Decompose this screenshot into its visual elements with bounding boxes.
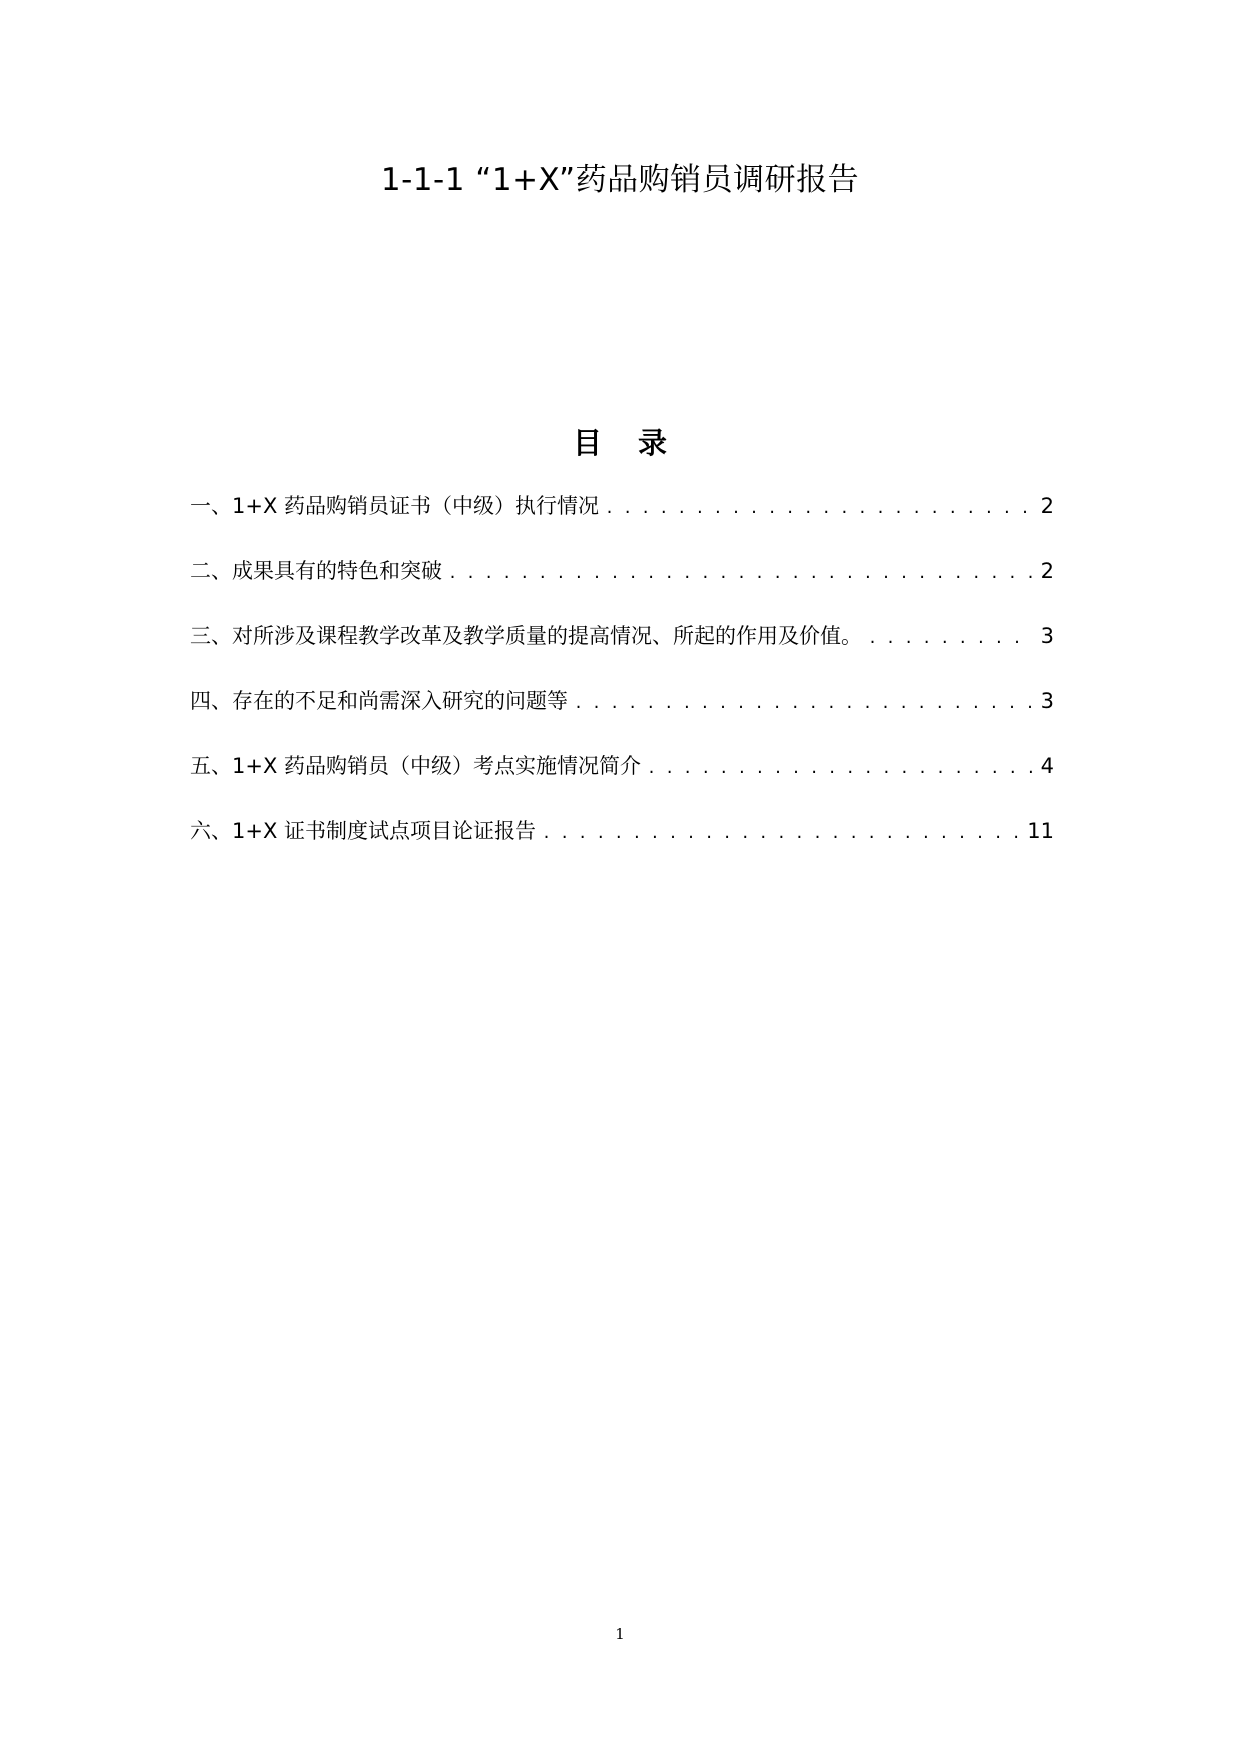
toc-entry-2[interactable] — [190, 553, 1054, 618]
toc-entry-4[interactable] — [190, 683, 1054, 748]
toc-entry-text: 二、成果具有的特色和突破 — [190, 559, 442, 583]
toc-entry-page: 4 — [1040, 754, 1054, 778]
page-number: 1 — [615, 1625, 625, 1643]
toc-heading: 目录 — [572, 426, 703, 460]
toc-dot-leader — [647, 750, 1034, 786]
toc-entry-text: 六、1+X 证书制度试点项目论证报告 — [190, 819, 537, 843]
toc-entry-page: 2 — [1040, 494, 1054, 518]
table-of-contents — [190, 488, 1054, 878]
toc-dot-leader — [574, 685, 1034, 721]
toc-entry-5[interactable] — [190, 748, 1054, 813]
toc-entry-3[interactable] — [190, 618, 1054, 683]
toc-entry-6[interactable] — [190, 813, 1054, 878]
toc-dot-leader — [605, 490, 1034, 526]
toc-dot-leader — [868, 620, 1034, 656]
toc-entry-text: 五、1+X 药品购销员（中级）考点实施情况简介 — [190, 754, 642, 778]
toc-entry-text: 四、存在的不足和尚需深入研究的问题等 — [190, 689, 568, 713]
toc-entry-page: 2 — [1040, 559, 1054, 583]
toc-entry-1[interactable] — [190, 488, 1054, 553]
toc-dot-leader — [448, 555, 1034, 591]
toc-entry-page: 11 — [1027, 819, 1054, 843]
toc-entry-text: 三、对所涉及课程教学改革及教学质量的提高情况、所起的作用及价值。 — [190, 624, 862, 648]
toc-entry-page: 3 — [1040, 689, 1054, 713]
toc-entry-text: 一、1+X 药品购销员证书（中级）执行情况 — [190, 494, 600, 518]
toc-entry-page: 3 — [1040, 624, 1054, 648]
document-title: 1-1-1 “1+X”药品购销员调研报告 — [380, 162, 860, 198]
toc-dot-leader — [542, 815, 1021, 851]
